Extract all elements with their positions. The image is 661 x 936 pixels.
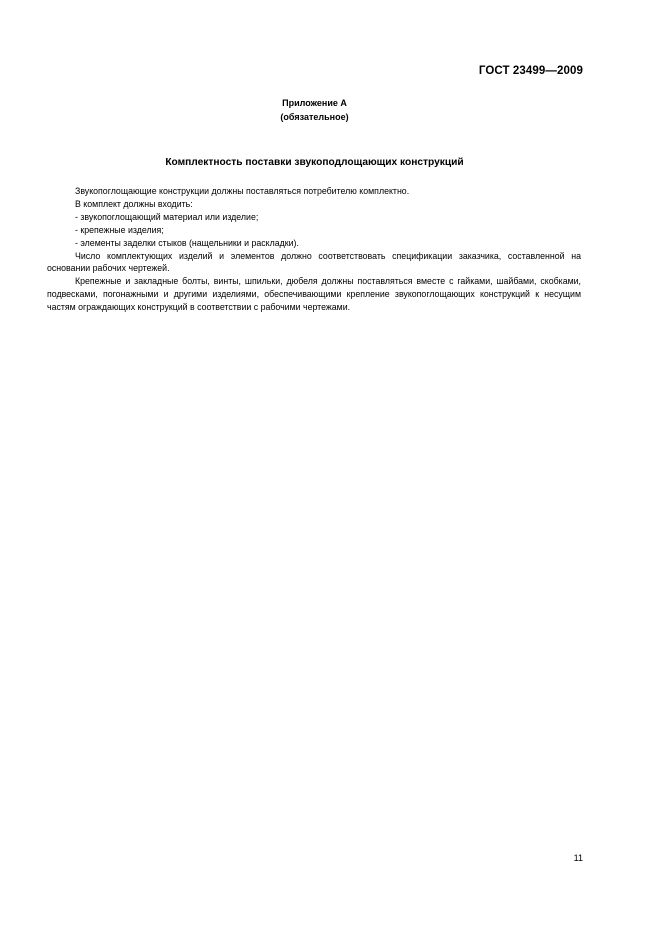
list-item: - элементы заделки стыков (нащельники и раскладки).: [75, 237, 299, 248]
section-heading: Комплектность поставки звукоподлощающих конструкций: [165, 157, 464, 168]
annex-title: Приложение А: [282, 98, 347, 108]
paragraph-quantity: Число комплектующих изделий и элементов должно соответствовать спецификации заказчика, составленной на основании рабочих чертежей.: [47, 250, 581, 274]
paragraph-kit-intro: В комплект должны входить:: [75, 198, 193, 209]
list-item: - звукопоглощающий материал или изделие;: [75, 211, 259, 222]
annex-block: [0, 96, 629, 124]
paragraph-fasteners: Крепежные и закладные болты, винты, шпильки, дюбеля должны поставляться вместе с гайками, шайбами, скобками, подвесками, погонажными и другими изделиями, обеспечивающими крепление звукопоглощающих конструкций к несущим частям ограждающих конструкций в соответствии с рабочими чертежами.: [47, 276, 581, 313]
page-number: 11: [573, 853, 583, 863]
document-code: ГОСТ 23499—2009: [478, 65, 583, 77]
annex-status: (обязательное): [280, 112, 349, 122]
body-text: [47, 185, 581, 314]
list-item: - крепежные изделия;: [75, 224, 164, 235]
paragraph-delivery: Звукопоглощающие конструкции должны поставляться потребителю комплектно.: [75, 186, 410, 196]
